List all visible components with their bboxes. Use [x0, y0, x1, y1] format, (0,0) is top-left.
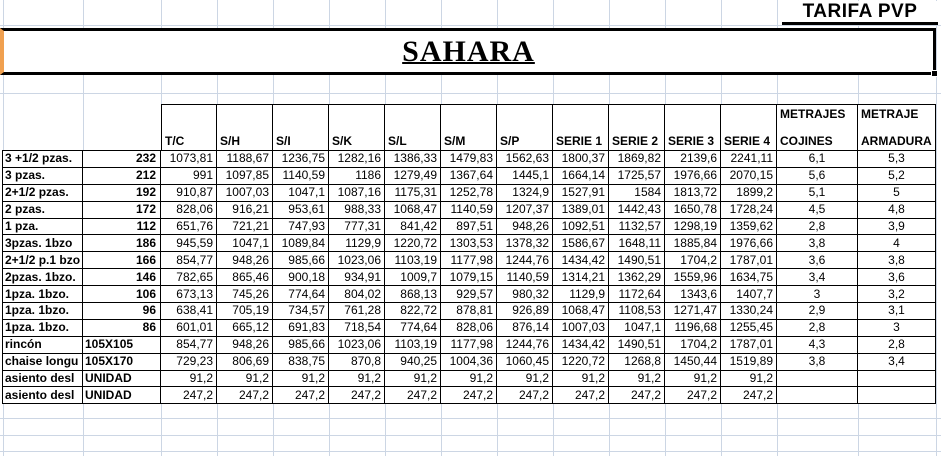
- cojines-cell[interactable]: 3,4: [777, 269, 858, 286]
- row-label[interactable]: 2pzas. 1bzo.: [2, 269, 83, 286]
- price-cell[interactable]: 1255,45: [721, 320, 777, 337]
- price-cell[interactable]: 1634,75: [721, 269, 777, 286]
- row-label[interactable]: asiento desl: [2, 387, 83, 404]
- price-cell[interactable]: 761,28: [329, 303, 385, 320]
- price-cell[interactable]: 1787,01: [721, 252, 777, 269]
- armadura-cell[interactable]: 5: [858, 185, 936, 202]
- price-cell[interactable]: 91,2: [217, 371, 273, 388]
- price-cell[interactable]: 729,23: [161, 354, 217, 371]
- price-cell[interactable]: 1490,51: [609, 252, 665, 269]
- price-cell[interactable]: 91,2: [161, 371, 217, 388]
- gridline-horizontal: [0, 435, 941, 436]
- cojines-cell[interactable]: 6,1: [777, 151, 858, 168]
- price-cell[interactable]: 91,2: [273, 371, 329, 388]
- row-size[interactable]: 212: [83, 168, 161, 185]
- price-cell[interactable]: 1562,63: [497, 151, 553, 168]
- price-cell[interactable]: 1813,72: [665, 185, 721, 202]
- price-cell[interactable]: 1175,31: [385, 185, 441, 202]
- price-cell[interactable]: 777,31: [329, 219, 385, 236]
- armadura-cell[interactable]: 3: [858, 320, 936, 337]
- price-cell[interactable]: 1186: [329, 168, 385, 185]
- price-cell[interactable]: 2070,15: [721, 168, 777, 185]
- price-cell[interactable]: 1407,7: [721, 286, 777, 303]
- gridline-horizontal: [0, 25, 941, 26]
- price-cell[interactable]: 948,26: [497, 219, 553, 236]
- price-cell[interactable]: 1073,81: [161, 151, 217, 168]
- row-label[interactable]: rincón: [2, 337, 83, 354]
- armadura-cell[interactable]: 5,2: [858, 168, 936, 185]
- price-cell[interactable]: 1434,42: [553, 337, 609, 354]
- price-cell[interactable]: 247,2: [497, 387, 553, 404]
- row-label[interactable]: 1pza. 1bzo.: [2, 286, 83, 303]
- row-size[interactable]: 166: [83, 252, 161, 269]
- price-cell[interactable]: 897,51: [441, 219, 497, 236]
- price-cell[interactable]: 1445,1: [497, 168, 553, 185]
- price-cell[interactable]: 247,2: [217, 387, 273, 404]
- price-cell[interactable]: 774,64: [273, 286, 329, 303]
- armadura-cell[interactable]: 3,1: [858, 303, 936, 320]
- price-cell[interactable]: 721,21: [217, 219, 273, 236]
- price-cell[interactable]: 1207,37: [497, 202, 553, 219]
- price-cell[interactable]: 1068,47: [385, 202, 441, 219]
- cojines-cell[interactable]: 3,8: [777, 235, 858, 252]
- row-size[interactable]: 105X105: [83, 337, 161, 354]
- armadura-cell[interactable]: 2,8: [858, 337, 936, 354]
- price-cell[interactable]: 91,2: [385, 371, 441, 388]
- price-cell[interactable]: 247,2: [665, 387, 721, 404]
- price-cell[interactable]: 876,14: [497, 320, 553, 337]
- price-cell[interactable]: 1252,78: [441, 185, 497, 202]
- price-cell[interactable]: 945,59: [161, 235, 217, 252]
- selection-fill-handle[interactable]: [931, 70, 938, 77]
- col-header-s-m[interactable]: S/M: [441, 104, 497, 151]
- price-cell[interactable]: 1490,51: [609, 337, 665, 354]
- row-size[interactable]: 106: [83, 286, 161, 303]
- price-cell[interactable]: 1389,01: [553, 202, 609, 219]
- cojines-cell[interactable]: 2,8: [777, 219, 858, 236]
- price-cell[interactable]: 718,54: [329, 320, 385, 337]
- row-label[interactable]: 2 pzas.: [2, 202, 83, 219]
- col-header-metrajes-cojines-line: METRAJES: [780, 107, 846, 121]
- price-cell[interactable]: 1586,67: [553, 235, 609, 252]
- price-cell[interactable]: 1079,15: [441, 269, 497, 286]
- price-cell[interactable]: 705,19: [217, 303, 273, 320]
- price-cell[interactable]: 782,65: [161, 269, 217, 286]
- armadura-cell[interactable]: 3,6: [858, 269, 936, 286]
- price-cell[interactable]: 1132,57: [609, 219, 665, 236]
- price-cell[interactable]: 878,81: [441, 303, 497, 320]
- price-cell[interactable]: 91,2: [497, 371, 553, 388]
- price-cell[interactable]: 774,64: [385, 320, 441, 337]
- armadura-cell[interactable]: [858, 371, 936, 388]
- price-cell[interactable]: 934,91: [329, 269, 385, 286]
- price-cell[interactable]: 247,2: [721, 387, 777, 404]
- armadura-cell[interactable]: 3,8: [858, 252, 936, 269]
- price-cell[interactable]: 926,89: [497, 303, 553, 320]
- price-cell[interactable]: 247,2: [161, 387, 217, 404]
- row-label[interactable]: chaise longu: [2, 354, 83, 371]
- cojines-cell[interactable]: 2,8: [777, 320, 858, 337]
- armadura-cell[interactable]: 4: [858, 235, 936, 252]
- price-cell[interactable]: 247,2: [385, 387, 441, 404]
- price-cell[interactable]: 1584: [609, 185, 665, 202]
- price-cell[interactable]: 247,2: [609, 387, 665, 404]
- price-cell[interactable]: 1060,45: [497, 354, 553, 371]
- col-header-metraje-armadura[interactable]: [858, 104, 936, 151]
- price-cell[interactable]: 916,21: [217, 202, 273, 219]
- price-cell[interactable]: 665,12: [217, 320, 273, 337]
- price-cell[interactable]: 1023,06: [329, 337, 385, 354]
- col-header-s-p[interactable]: S/P: [497, 104, 553, 151]
- price-cell[interactable]: 841,42: [385, 219, 441, 236]
- row-size[interactable]: 86: [83, 320, 161, 337]
- price-cell[interactable]: 1298,19: [665, 219, 721, 236]
- price-cell[interactable]: 854,77: [161, 337, 217, 354]
- price-cell[interactable]: 91,2: [329, 371, 385, 388]
- cojines-cell[interactable]: 3: [777, 286, 858, 303]
- row-size[interactable]: 112: [83, 219, 161, 236]
- cojines-cell[interactable]: 2,9: [777, 303, 858, 320]
- gridline-vertical: [936, 0, 937, 456]
- price-cell[interactable]: 1244,76: [497, 252, 553, 269]
- price-cell[interactable]: 1129,9: [553, 286, 609, 303]
- price-cell[interactable]: 1885,84: [665, 235, 721, 252]
- col-header-metraje-armadura-line: ARMADURA: [861, 134, 932, 148]
- page-title: SAHARA: [402, 34, 535, 68]
- col-header-s-k[interactable]: S/K: [329, 104, 385, 151]
- row-size[interactable]: 105X170: [83, 354, 161, 371]
- price-cell[interactable]: 91,2: [609, 371, 665, 388]
- price-cell[interactable]: 1367,64: [441, 168, 497, 185]
- row-label[interactable]: 1pza. 1bzo.: [2, 303, 83, 320]
- price-cell[interactable]: 1089,84: [273, 235, 329, 252]
- price-cell[interactable]: 1450,44: [665, 354, 721, 371]
- col-header-s-h[interactable]: S/H: [217, 104, 273, 151]
- price-cell[interactable]: 601,01: [161, 320, 217, 337]
- row-size[interactable]: 186: [83, 235, 161, 252]
- row-size[interactable]: 192: [83, 185, 161, 202]
- price-cell[interactable]: 247,2: [329, 387, 385, 404]
- price-cell[interactable]: 1359,62: [721, 219, 777, 236]
- price-cell[interactable]: 1976,66: [721, 235, 777, 252]
- col-header-serie-2[interactable]: SERIE 2: [609, 104, 665, 151]
- price-cell[interactable]: 1664,14: [553, 168, 609, 185]
- price-cell[interactable]: 734,57: [273, 303, 329, 320]
- armadura-cell[interactable]: 3,4: [858, 354, 936, 371]
- title-cell[interactable]: [0, 28, 936, 75]
- price-cell[interactable]: 1007,03: [553, 320, 609, 337]
- price-cell[interactable]: 804,02: [329, 286, 385, 303]
- price-cell[interactable]: 91,2: [441, 371, 497, 388]
- price-cell[interactable]: 1140,59: [441, 202, 497, 219]
- price-cell[interactable]: 2241,11: [721, 151, 777, 168]
- row-label[interactable]: asiento desl: [2, 371, 83, 388]
- price-cell[interactable]: 1047,1: [273, 185, 329, 202]
- price-cell[interactable]: 1343,6: [665, 286, 721, 303]
- price-cell[interactable]: 988,33: [329, 202, 385, 219]
- price-cell[interactable]: 1097,85: [217, 168, 273, 185]
- cojines-cell[interactable]: 5,6: [777, 168, 858, 185]
- price-cell[interactable]: 991: [161, 168, 217, 185]
- row-size[interactable]: UNIDAD: [83, 387, 161, 404]
- price-cell[interactable]: 854,77: [161, 252, 217, 269]
- header-spacer-label: [2, 104, 83, 151]
- price-cell[interactable]: 948,26: [217, 337, 273, 354]
- price-cell[interactable]: 828,06: [441, 320, 497, 337]
- price-cell[interactable]: 1704,2: [665, 252, 721, 269]
- price-cell[interactable]: 1976,66: [665, 168, 721, 185]
- cojines-cell[interactable]: 4,3: [777, 337, 858, 354]
- price-cell[interactable]: 1268,8: [609, 354, 665, 371]
- col-header-s-l[interactable]: S/L: [385, 104, 441, 151]
- armadura-cell[interactable]: 3,2: [858, 286, 936, 303]
- price-cell[interactable]: 828,06: [161, 202, 217, 219]
- col-header-metraje-armadura-line: METRAJE: [861, 107, 919, 121]
- cojines-cell[interactable]: 4,5: [777, 202, 858, 219]
- price-cell[interactable]: 1527,91: [553, 185, 609, 202]
- price-cell[interactable]: 638,41: [161, 303, 217, 320]
- price-cell[interactable]: 1009,7: [385, 269, 441, 286]
- price-cell[interactable]: 1279,49: [385, 168, 441, 185]
- price-cell[interactable]: 1103,19: [385, 252, 441, 269]
- price-cell[interactable]: 1177,98: [441, 337, 497, 354]
- price-cell[interactable]: 870,8: [329, 354, 385, 371]
- price-cell[interactable]: 1047,1: [217, 235, 273, 252]
- price-cell[interactable]: 868,13: [385, 286, 441, 303]
- price-cell[interactable]: 985,66: [273, 252, 329, 269]
- price-cell[interactable]: 822,72: [385, 303, 441, 320]
- price-cell[interactable]: 2139,6: [665, 151, 721, 168]
- row-label[interactable]: 3 +1/2 pzas.: [2, 151, 83, 168]
- price-cell[interactable]: 1479,83: [441, 151, 497, 168]
- row-size[interactable]: UNIDAD: [83, 371, 161, 388]
- armadura-cell[interactable]: 5,3: [858, 151, 936, 168]
- price-cell[interactable]: 1092,51: [553, 219, 609, 236]
- price-cell[interactable]: 1434,42: [553, 252, 609, 269]
- price-cell[interactable]: 1087,16: [329, 185, 385, 202]
- price-cell[interactable]: 1023,06: [329, 252, 385, 269]
- price-cell[interactable]: 673,13: [161, 286, 217, 303]
- price-cell[interactable]: 1004,36: [441, 354, 497, 371]
- price-cell[interactable]: 948,26: [217, 252, 273, 269]
- cojines-cell[interactable]: [777, 387, 858, 404]
- price-cell[interactable]: 1725,57: [609, 168, 665, 185]
- row-label[interactable]: 2+1/2 p.1 bzo: [2, 252, 83, 269]
- price-cell[interactable]: 953,61: [273, 202, 329, 219]
- row-label[interactable]: 1pza. 1bzo.: [2, 320, 83, 337]
- row-label[interactable]: 3 pzas.: [2, 168, 83, 185]
- gridline-horizontal: [0, 451, 941, 452]
- price-cell[interactable]: 1103,19: [385, 337, 441, 354]
- price-cell[interactable]: 651,76: [161, 219, 217, 236]
- price-cell[interactable]: 1177,98: [441, 252, 497, 269]
- price-cell[interactable]: 1442,43: [609, 202, 665, 219]
- gridline-horizontal: [0, 418, 941, 419]
- price-cell[interactable]: 247,2: [553, 387, 609, 404]
- price-cell[interactable]: 838,75: [273, 354, 329, 371]
- col-header-serie-3[interactable]: SERIE 3: [665, 104, 721, 151]
- price-cell[interactable]: 1220,72: [553, 354, 609, 371]
- price-cell[interactable]: 247,2: [273, 387, 329, 404]
- price-cell[interactable]: 691,83: [273, 320, 329, 337]
- price-cell[interactable]: 940,25: [385, 354, 441, 371]
- price-cell[interactable]: 1271,47: [665, 303, 721, 320]
- price-cell[interactable]: 1869,82: [609, 151, 665, 168]
- price-cell[interactable]: 1378,32: [497, 235, 553, 252]
- col-header-metrajes-cojines-line: COJINES: [780, 134, 833, 148]
- gridline-horizontal: [0, 93, 941, 94]
- price-cell[interactable]: 247,2: [441, 387, 497, 404]
- row-size[interactable]: 146: [83, 269, 161, 286]
- price-cell[interactable]: 1800,37: [553, 151, 609, 168]
- header-spacer-size: [83, 104, 161, 151]
- col-header-serie-4[interactable]: SERIE 4: [721, 104, 777, 151]
- price-cell[interactable]: 1728,24: [721, 202, 777, 219]
- row-size[interactable]: 232: [83, 151, 161, 168]
- price-cell[interactable]: 1386,33: [385, 151, 441, 168]
- price-cell[interactable]: 1362,29: [609, 269, 665, 286]
- price-cell[interactable]: 865,46: [217, 269, 273, 286]
- col-header-serie-1[interactable]: SERIE 1: [553, 104, 609, 151]
- armadura-cell[interactable]: [858, 387, 936, 404]
- price-cell[interactable]: 1314,21: [553, 269, 609, 286]
- cojines-cell[interactable]: 3,8: [777, 354, 858, 371]
- armadura-cell[interactable]: 4,8: [858, 202, 936, 219]
- price-cell[interactable]: 1068,47: [553, 303, 609, 320]
- price-cell[interactable]: 1324,9: [497, 185, 553, 202]
- price-cell[interactable]: 91,2: [721, 371, 777, 388]
- price-cell[interactable]: 1330,24: [721, 303, 777, 320]
- price-cell[interactable]: 929,57: [441, 286, 497, 303]
- price-cell[interactable]: 745,26: [217, 286, 273, 303]
- col-header-metrajes-cojines[interactable]: [777, 104, 858, 151]
- price-cell[interactable]: 1244,76: [497, 337, 553, 354]
- price-cell[interactable]: 1188,67: [217, 151, 273, 168]
- price-cell[interactable]: 1303,53: [441, 235, 497, 252]
- price-cell[interactable]: 1282,16: [329, 151, 385, 168]
- price-cell[interactable]: 1899,2: [721, 185, 777, 202]
- price-cell[interactable]: 1196,68: [665, 320, 721, 337]
- cojines-cell[interactable]: 3,6: [777, 252, 858, 269]
- price-cell[interactable]: 980,32: [497, 286, 553, 303]
- row-label[interactable]: 3pzas. 1bzo: [2, 235, 83, 252]
- price-cell[interactable]: 1519,89: [721, 354, 777, 371]
- price-cell[interactable]: 1787,01: [721, 337, 777, 354]
- price-cell[interactable]: 1236,75: [273, 151, 329, 168]
- price-cell[interactable]: 1648,11: [609, 235, 665, 252]
- price-cell[interactable]: 900,18: [273, 269, 329, 286]
- price-cell[interactable]: 1047,1: [609, 320, 665, 337]
- price-cell[interactable]: 1559,96: [665, 269, 721, 286]
- price-cell[interactable]: 747,93: [273, 219, 329, 236]
- price-table: [2, 104, 936, 404]
- row-label[interactable]: 1 pza.: [2, 219, 83, 236]
- cojines-cell[interactable]: 5,1: [777, 185, 858, 202]
- price-cell[interactable]: 1704,2: [665, 337, 721, 354]
- price-cell[interactable]: 1108,53: [609, 303, 665, 320]
- price-cell[interactable]: 1650,78: [665, 202, 721, 219]
- price-cell[interactable]: 985,66: [273, 337, 329, 354]
- price-cell[interactable]: 91,2: [553, 371, 609, 388]
- price-cell[interactable]: 806,69: [217, 354, 273, 371]
- cojines-cell[interactable]: [777, 371, 858, 388]
- tarifa-pvp-label: TARIFA PVP: [782, 1, 938, 25]
- price-cell[interactable]: 1172,64: [609, 286, 665, 303]
- row-size[interactable]: 172: [83, 202, 161, 219]
- col-header-t-c[interactable]: T/C: [161, 104, 217, 151]
- price-cell[interactable]: 1129,9: [329, 235, 385, 252]
- price-cell[interactable]: 91,2: [665, 371, 721, 388]
- price-cell[interactable]: 1007,03: [217, 185, 273, 202]
- price-cell[interactable]: 1140,59: [273, 168, 329, 185]
- row-size[interactable]: 96: [83, 303, 161, 320]
- col-header-s-i[interactable]: S/I: [273, 104, 329, 151]
- price-cell[interactable]: 1220,72: [385, 235, 441, 252]
- row-label[interactable]: 2+1/2 pzas.: [2, 185, 83, 202]
- armadura-cell[interactable]: 3,9: [858, 219, 936, 236]
- price-cell[interactable]: 1140,59: [497, 269, 553, 286]
- price-cell[interactable]: 910,87: [161, 185, 217, 202]
